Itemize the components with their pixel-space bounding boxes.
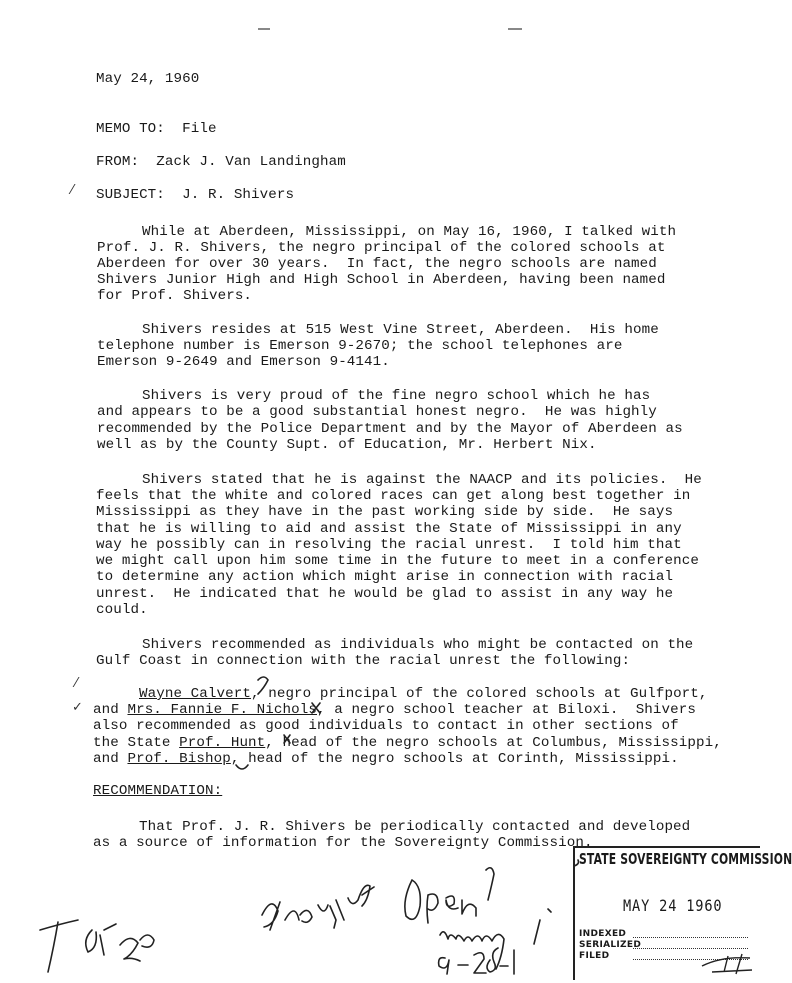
para7-line: That Prof. J. R. Shivers be periodically contacted and developed (139, 819, 691, 835)
stamp-serialized-label: SERIALIZED (579, 940, 642, 950)
para1-line: Shivers Junior High and High School in Aberdeen, having been named (97, 272, 666, 288)
stamp-indexed-label: INDEXED (579, 929, 627, 939)
para2-line: telephone number is Emerson 9-2670; the school telephones are (97, 338, 623, 354)
stamp-date: MAY 24 1960 (623, 896, 723, 915)
para6-text: , negro principal of the colored schools at Gulfport, (250, 686, 708, 702)
name-prof-bishop: Prof. Bishop (127, 751, 231, 767)
check-mark-icon: ✓ (72, 700, 83, 715)
name-prof-hunt: Prof. Hunt (179, 735, 266, 751)
received-stamp (573, 840, 792, 980)
para6-text: , head of the negro schools at Corinth, Mississippi. (230, 751, 679, 767)
para6-text: , head of the negro schools at Columbus, Mississippi, (265, 735, 722, 751)
para1-line: Prof. J. R. Shivers, the negro principal of the colored schools at (97, 240, 666, 256)
name-wayne-calvert: Wayne Calvert (139, 686, 251, 702)
para1-line: While at Aberdeen, Mississippi, on May 16, 1960, I talked with (142, 224, 677, 240)
memo-date: May 24, 1960 (96, 71, 200, 87)
para1-line: Aberdeen for over 30 years. In fact, the negro schools are named (97, 256, 657, 272)
para6-text: , a negro school teacher at Biloxi. Shivers (316, 702, 696, 718)
stamp-dotted-line (633, 948, 748, 949)
check-mark-icon: ⁄ (75, 676, 78, 691)
para6-text: and (93, 751, 128, 767)
para4-line: way he possibly can in resolving the racial unrest. I told him that (96, 537, 682, 553)
stamp-title: STATE SOVEREIGNTY COMMISSION (579, 850, 792, 868)
para3-line: well as by the County Supt. of Education, Mr. Herbert Nix. (97, 437, 597, 453)
recommendation-heading: RECOMMENDATION: (93, 783, 223, 799)
para2-line: Shivers resides at 515 West Vine Street, Aberdeen. His home (142, 322, 659, 338)
memo-to: MEMO TO: File (96, 121, 217, 137)
stamp-filed-label: FILED (579, 951, 610, 961)
para4-line: feels that the white and colored races can get along best together in (96, 488, 691, 504)
para4-line: we might call upon him some time in the future to meet in a conference (96, 553, 699, 569)
para6-line: also recommended as good individuals to contact in other sections of (93, 718, 679, 734)
para4-line: Mississippi as they have in the past working side by side. He says (96, 504, 674, 520)
para4-line: unrest. He indicated that he would be glad to assist in any way he (96, 586, 674, 602)
para4-line: Shivers stated that he is against the NAACP and its policies. He (142, 472, 702, 488)
para5-line: Gulf Coast in connection with the racial unrest the following: (96, 653, 631, 669)
para1-line: for Prof. Shivers. (97, 288, 253, 304)
para4-line: to determine any action which might arise in connection with racial (96, 569, 674, 585)
para3-line: and appears to be a good substantial honest negro. He was highly (97, 404, 657, 420)
name-fannie-nichols: Mrs. Fannie F. Nichols (127, 702, 317, 718)
stamp-dotted-line (633, 937, 748, 938)
para4-line: could. (96, 602, 148, 618)
memo-subject: SUBJECT: J. R. Shivers (96, 187, 295, 203)
para2-line: Emerson 9-2649 and Emerson 9-4141. (97, 354, 390, 370)
para7-line: as a source of information for the Sovereignty Commission. (93, 835, 593, 851)
para6-text: the State (93, 735, 180, 751)
para3-line: recommended by the Police Department and by the Mayor of Aberdeen as (97, 421, 683, 437)
memo-from: FROM: Zack J. Van Landingham (96, 154, 346, 170)
check-mark-icon: ⁄ (71, 183, 74, 198)
para5-line: Shivers recommended as individuals who might be contacted on the (142, 637, 694, 653)
para4-line: that he is willing to aid and assist the State of Mississippi in any (96, 521, 682, 537)
para3-line: Shivers is very proud of the fine negro school which he has (142, 388, 651, 404)
para6-text: and (93, 702, 128, 718)
stamp-handwritten-mark (698, 950, 758, 976)
